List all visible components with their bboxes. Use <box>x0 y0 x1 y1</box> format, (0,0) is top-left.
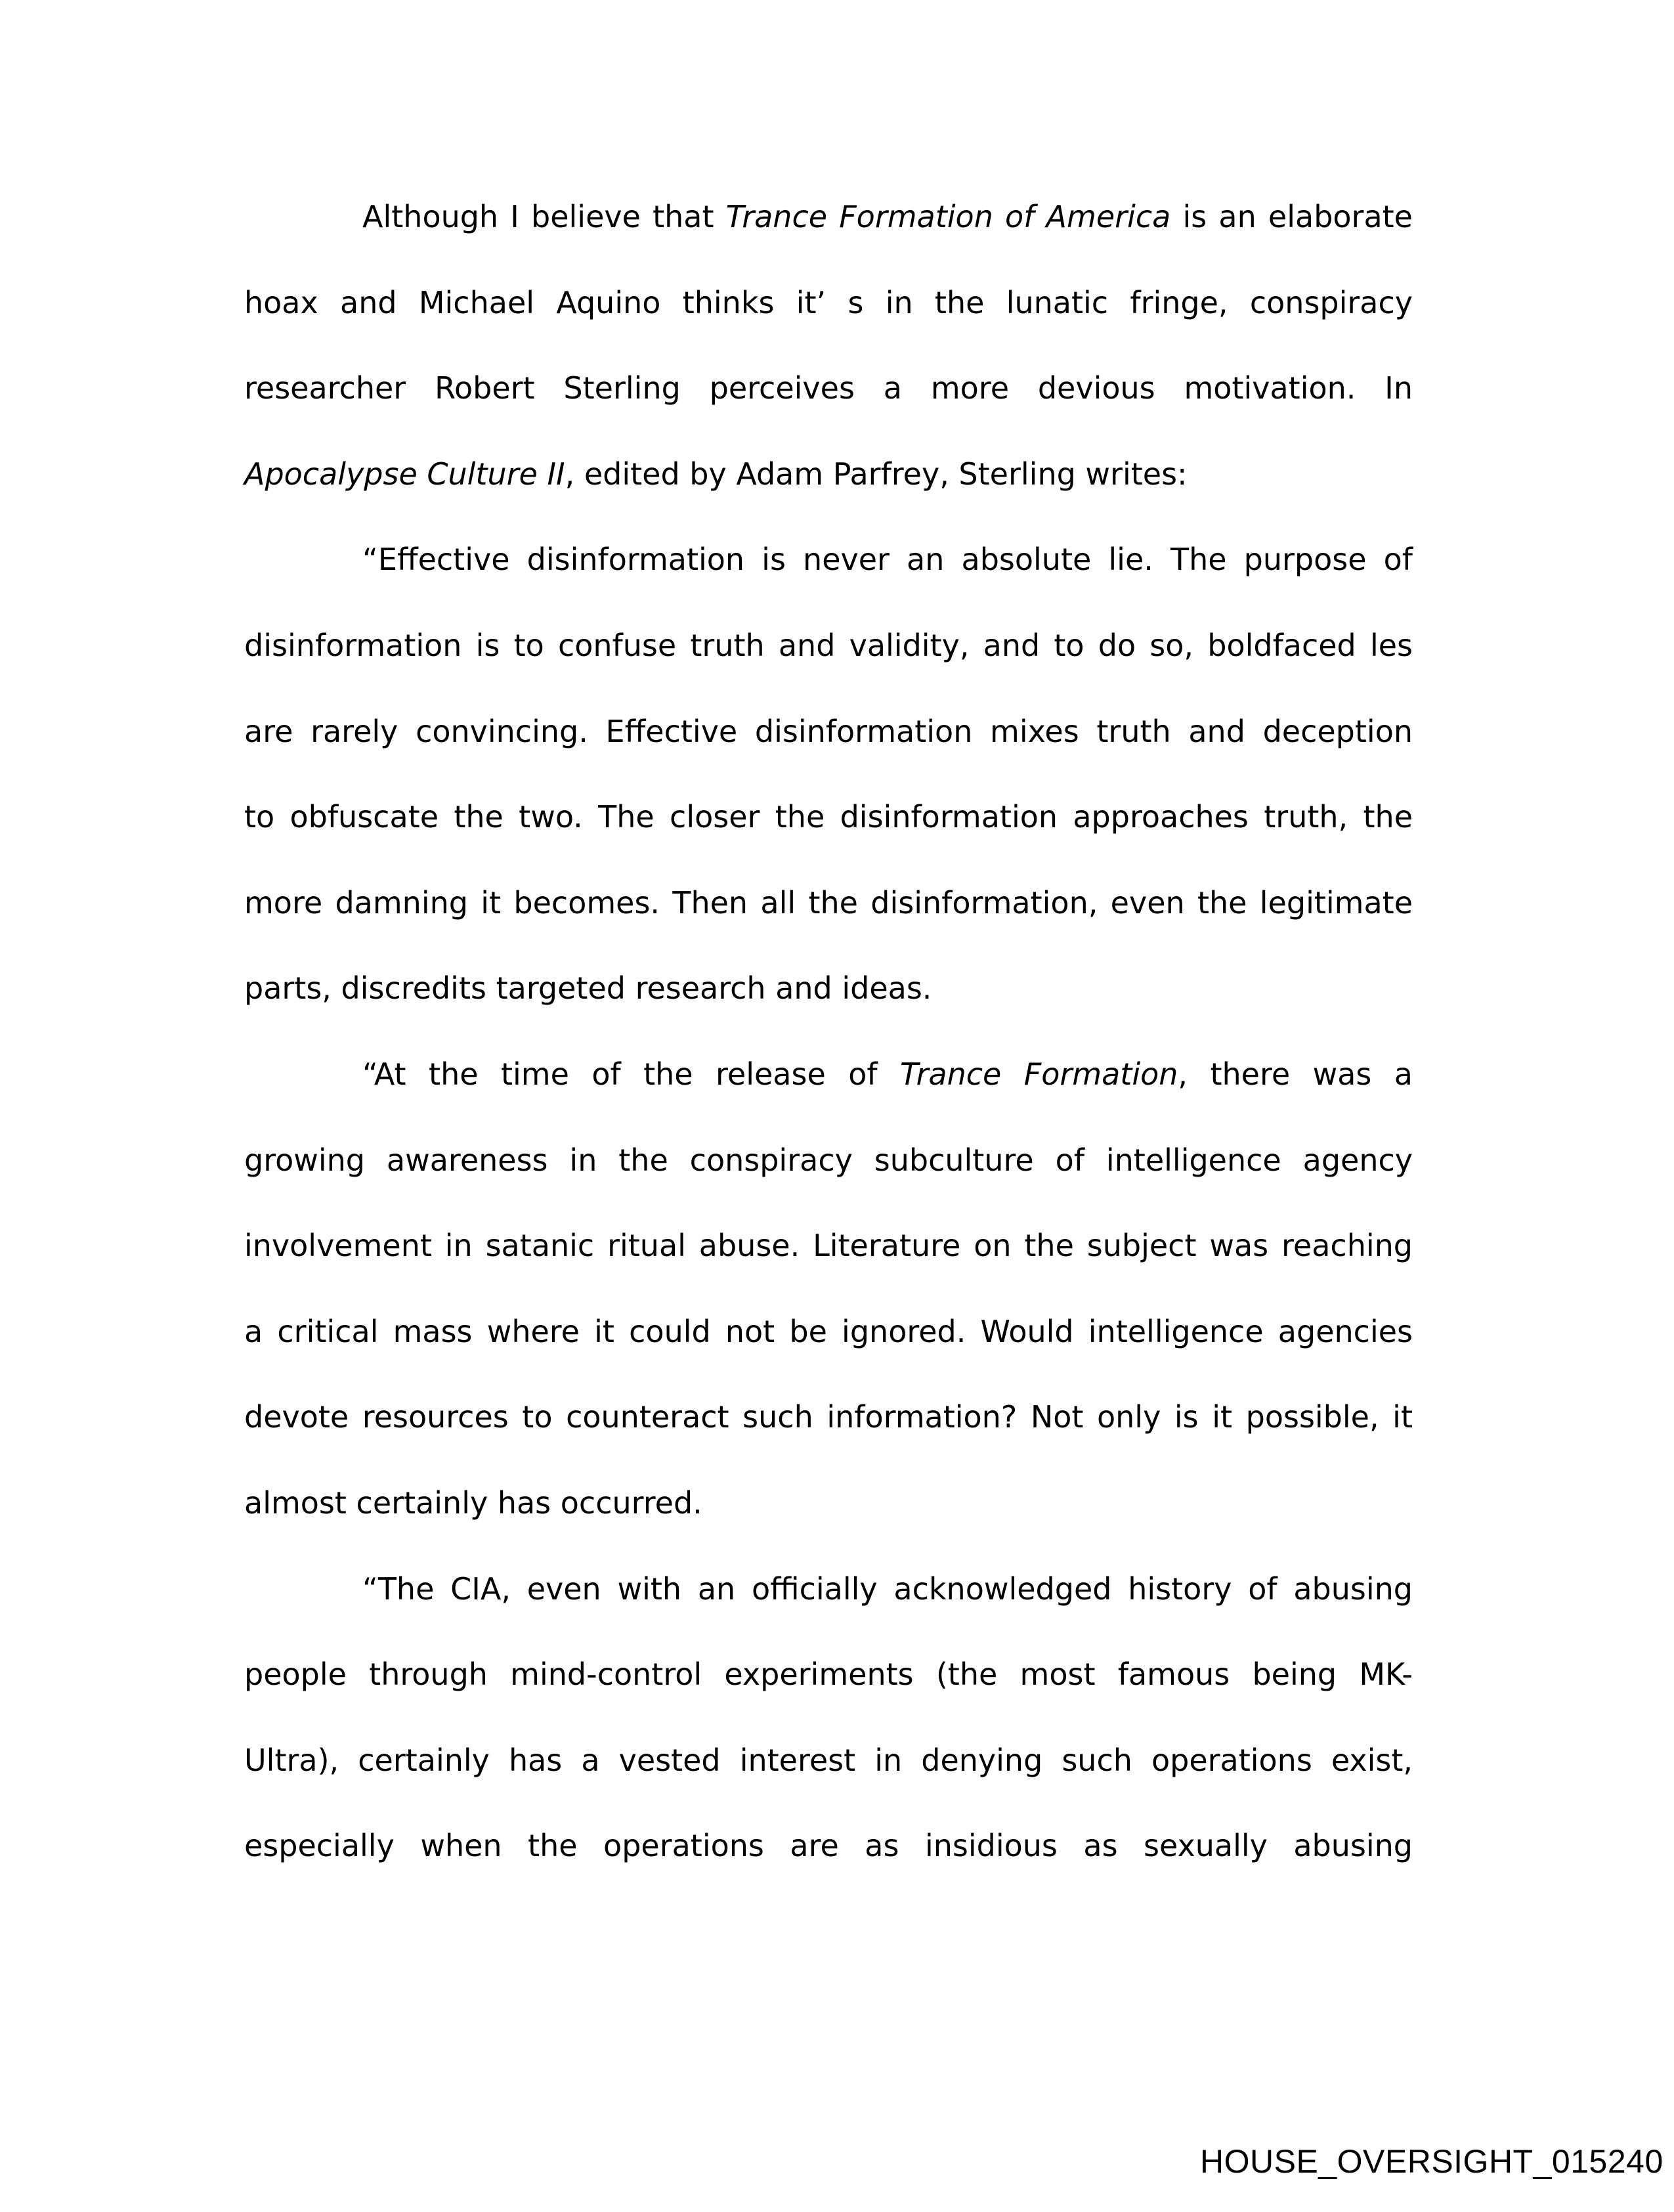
text-line <box>244 365 1413 411</box>
text-segment: growing awareness in the conspiracy subculture of intelligence agency <box>244 1142 1413 1178</box>
italic-title: Trance Formation <box>899 1056 1178 1092</box>
text-segment: devote resources to counteract such information? Not only is it possible, it <box>244 1399 1413 1435</box>
text-line <box>244 1137 1413 1183</box>
text-segment: involvement in satanic ritual abuse. Literature on the subject was reaching <box>244 1228 1413 1264</box>
text-line <box>362 194 1413 240</box>
text-segment: “The CIA, even with an officially acknowledged history of abusing <box>362 1571 1413 1607</box>
text-segment: disinformation is to confuse truth and validity, and to do so, boldfaced les <box>244 628 1413 663</box>
text-line <box>244 708 1413 754</box>
bates-number: HOUSE_OVERSIGHT_015240 <box>1200 2143 1663 2180</box>
italic-title: Apocalypse Culture II <box>244 456 565 492</box>
text-line <box>244 1651 1413 1697</box>
text-segment: parts, discredits targeted research and ideas. <box>244 970 932 1007</box>
text-line <box>244 1480 1413 1526</box>
text-line <box>362 536 1413 582</box>
text-line <box>244 1394 1413 1440</box>
text-line <box>362 1051 1413 1097</box>
text-line <box>244 1737 1413 1783</box>
text-segment: researcher Robert Sterling perceives a more devious motivation. In <box>244 370 1413 406</box>
text-line <box>244 880 1413 926</box>
text-segment: to obfuscate the two. The closer the disinformation approaches truth, the <box>244 799 1413 835</box>
text-segment: “At the time of the release of <box>362 1056 900 1092</box>
text-line <box>244 622 1413 668</box>
text-segment: , there was a <box>1178 1056 1413 1092</box>
text-line <box>244 1309 1413 1355</box>
text-line <box>244 1823 1413 1869</box>
text-segment: “Effective disinformation is never an absolute lie. The purpose of <box>362 542 1413 578</box>
text-segment: almost certainly has occurred. <box>244 1485 702 1521</box>
text-segment: , edited by Adam Parfrey, Sterling writes: <box>565 456 1188 492</box>
text-line <box>362 1566 1413 1612</box>
text-line <box>244 1223 1413 1269</box>
text-segment: especially when the operations are as insidious as sexually abusing <box>244 1828 1413 1864</box>
text-segment: more damning it becomes. Then all the disinformation, even the legitimate <box>244 884 1413 921</box>
italic-title: Trance Formation of America <box>725 199 1171 234</box>
text-segment: Although I believe that <box>362 199 726 234</box>
text-segment: are rarely convincing. Effective disinformation mixes truth and deception <box>244 713 1413 749</box>
text-segment: hoax and Michael Aquino thinks it’ s in the lunatic fringe, conspiracy <box>244 284 1413 320</box>
text-line <box>244 794 1413 840</box>
text-segment: is an elaborate <box>1170 199 1413 234</box>
text-segment: people through mind-control experiments (the most famous being MK- <box>244 1657 1413 1693</box>
text-segment: a critical mass where it could not be ignored. Would intelligence agencies <box>244 1313 1413 1349</box>
text-line <box>244 280 1413 326</box>
text-line <box>244 451 1413 497</box>
text-segment: Ultra), certainly has a vested interest in denying such operations exist, <box>244 1742 1413 1778</box>
text-line <box>244 965 1413 1011</box>
